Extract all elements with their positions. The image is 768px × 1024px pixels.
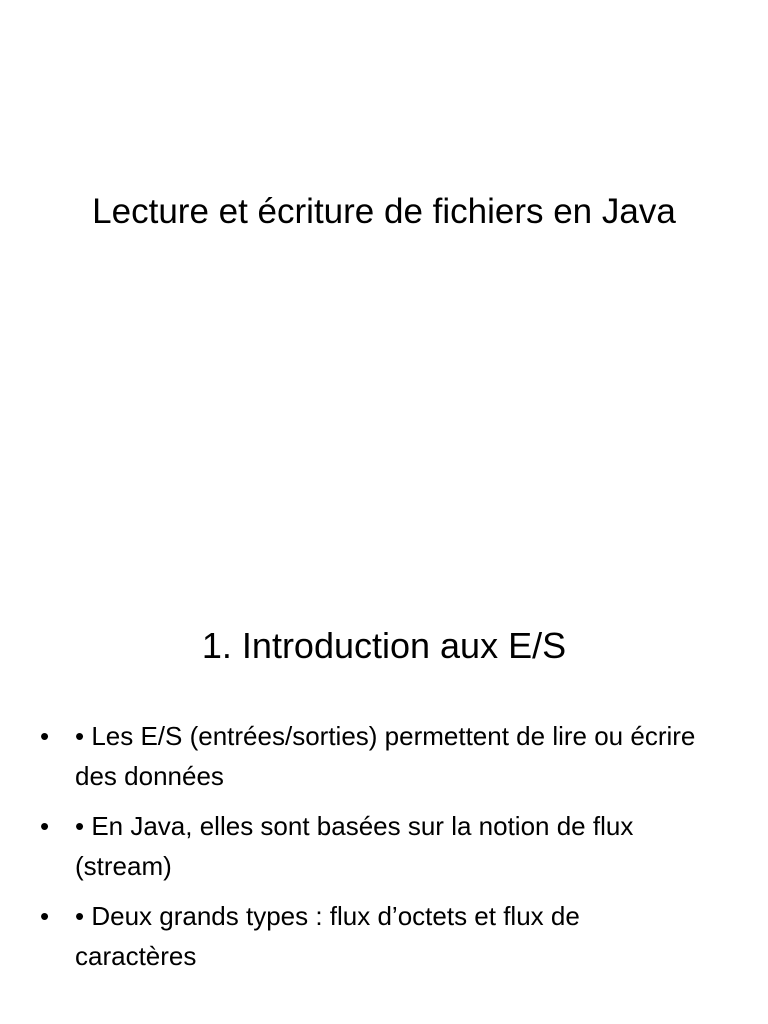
bullet-list bbox=[40, 716, 708, 986]
slide-introduction bbox=[0, 576, 768, 1024]
bullet-marker-icon: • bbox=[40, 721, 50, 751]
list-item bbox=[40, 716, 708, 796]
bullet-text: • Deux grands types : flux d’octets et flux de caractères bbox=[75, 901, 580, 971]
bullet-text: • En Java, elles sont basées sur la notion de flux (stream) bbox=[75, 811, 634, 881]
list-item bbox=[40, 896, 708, 976]
bullet-marker-icon: • bbox=[40, 901, 50, 931]
presentation-title: Lecture et écriture de fichiers en Java bbox=[92, 192, 676, 231]
bullet-text: • Les E/S (entrées/sorties) permettent de lire ou écrire des données bbox=[75, 721, 696, 791]
slide-heading: 1. Introduction aux E/S bbox=[201, 625, 567, 666]
list-item bbox=[40, 806, 708, 886]
bullet-marker-icon: • bbox=[40, 811, 50, 841]
